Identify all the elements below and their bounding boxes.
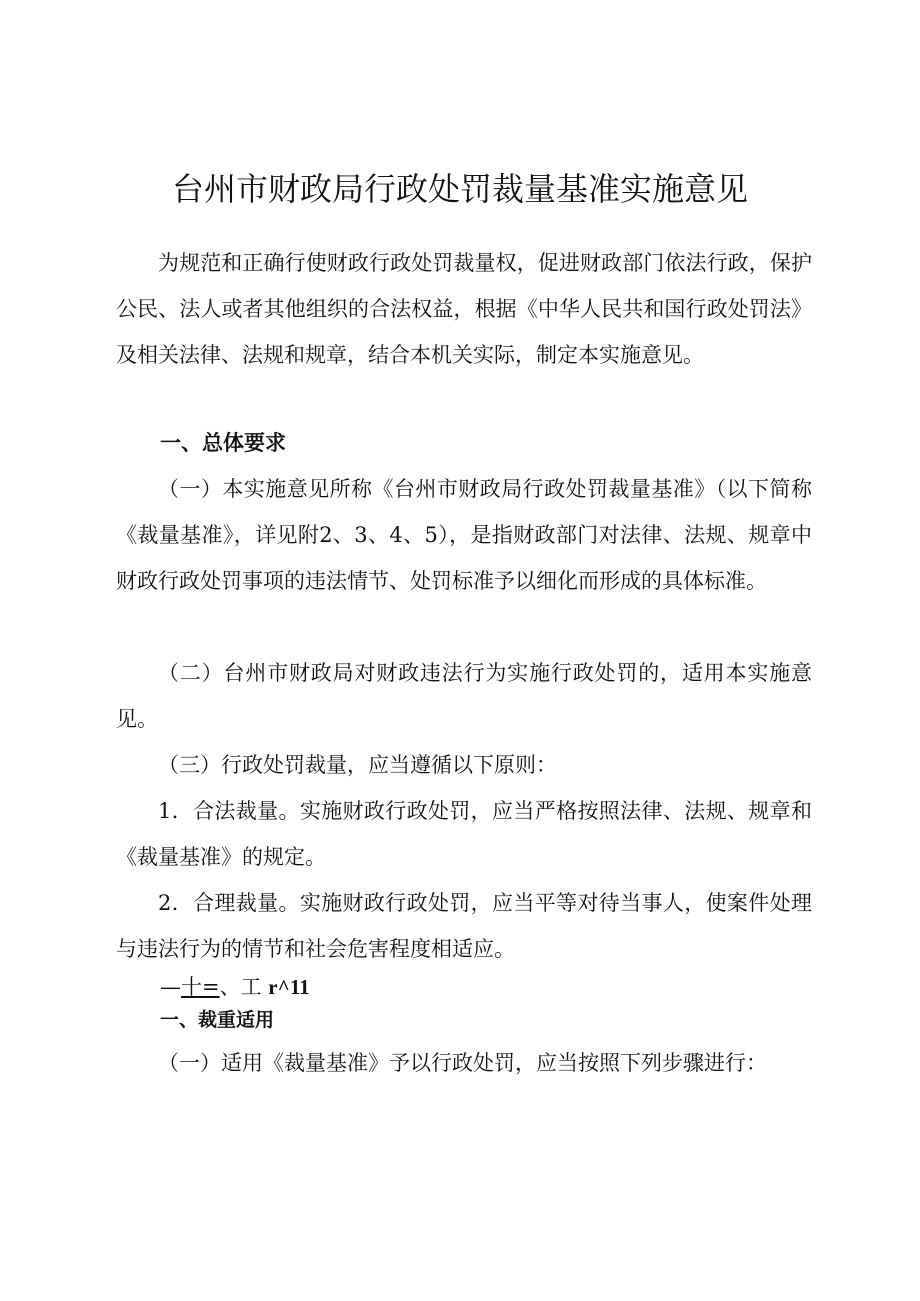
section-heading-application: 一、裁重适用 xyxy=(160,1009,275,1031)
intro-paragraph: 为规范和正确行使财政行政处罚裁量权，促进财政部门依法行政，保护公民、法人或者其他组织的合法权益，根据《中华人民共和国行政处罚法》及相关法律、法规和规章，结合本机关实际，制定本实施意见。 xyxy=(116,251,812,367)
artifact-part-4: r^11 xyxy=(268,975,310,999)
section1-item-1: （一）本实施意见所称《台州市财政局行政处罚裁量基准》（以下简称《裁量基准》，详见附2、3、4、5），是指财政部门对法律、法规、规章中财政行政处罚事项的违法情节、处罚标准予以细化而形成的具体标准。 xyxy=(116,477,812,593)
section1-item-3: （三）行政处罚裁量，应当遵循以下原则： xyxy=(158,753,557,777)
artifact-part-3: 、工 xyxy=(219,975,269,999)
ocr-artifact-line xyxy=(160,970,310,1004)
artifact-part-2: 十= xyxy=(181,975,220,999)
section1-item-5: 2．合理裁量。实施财政行政处罚，应当平等对待当事人，使案件处理与违法行为的情节和社会危害程度相适应。 xyxy=(116,891,812,961)
artifact-part-1: — xyxy=(160,975,181,999)
section1-item-4: 1．合法裁量。实施财政行政处罚，应当严格按照法律、法规、规章和《裁量基准》的规定。 xyxy=(116,799,812,869)
document-title: 台州市财政局行政处罚裁量基准实施意见 xyxy=(171,170,748,208)
section2-item-1: （一）适用《裁量基准》予以行政处罚，应当按照下列步骤进行： xyxy=(158,1051,767,1075)
section-heading-general-requirements: 一、总体要求 xyxy=(160,431,286,455)
section1-item-2: （二）台州市财政局对财政违法行为实施行政处罚的，适用本实施意见。 xyxy=(116,661,812,731)
